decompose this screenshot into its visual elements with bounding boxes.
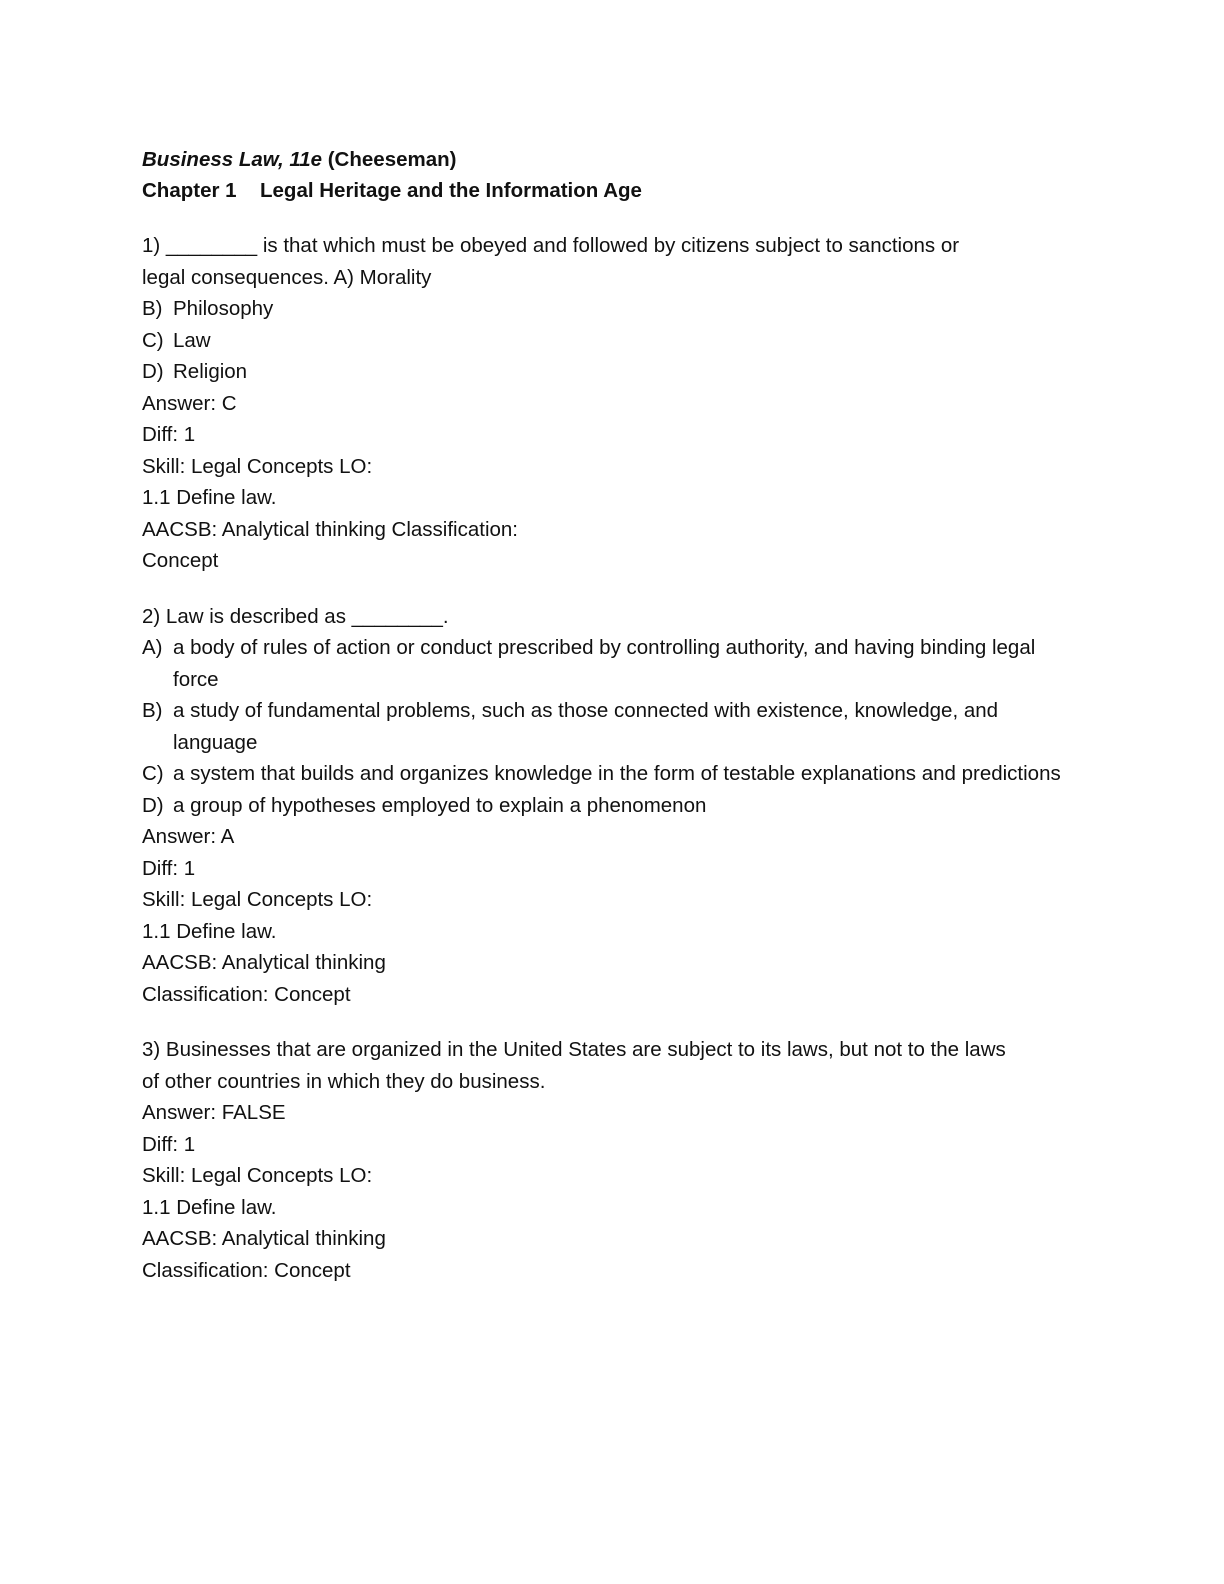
book-author: (Cheeseman) [327,148,457,171]
chapter-number: Chapter 1 [142,179,237,202]
question-3 [142,1034,1082,1286]
option-c [142,758,1082,790]
classification: Classification: Concept [142,1258,351,1282]
option-b [142,695,1082,758]
question-stem-continued: of other countries in which they do business. [142,1069,546,1093]
option-text: Law [173,328,211,352]
answer: Answer: FALSE [142,1101,286,1124]
option-letter: A) [142,636,163,659]
skill: Skill: Legal Concepts LO: [142,1164,373,1187]
learning-objective: 1.1 Define law. [142,919,277,943]
skill: Skill: Legal Concepts LO: [142,454,373,478]
option-letter: D) [142,360,164,383]
question-stem: 2) Law is described as ________. [142,604,449,628]
document-page [142,144,1082,1286]
chapter-heading [142,175,1082,206]
difficulty: Diff: 1 [142,856,196,880]
learning-objective: 1.1 Define law. [142,1195,277,1219]
option-text: Religion [173,360,248,383]
learning-objective: 1.1 Define law. [142,486,277,509]
option-letter: D) [142,793,164,817]
option-text: a system that builds and organizes knowledge in the form of testable explanations and predictions [173,762,1061,785]
answer: Answer: A [142,825,235,848]
classification: Concept [142,549,219,572]
book-title: Business Law, 11e [142,148,323,171]
option-a [142,632,1082,695]
chapter-title: Legal Heritage and the Information Age [260,179,642,202]
option-text: a study of fundamental problems, such as those connected with existence, knowledge, and language [173,699,999,754]
option-text: Philosophy [173,297,274,320]
question-1 [142,230,1082,577]
option-d [142,356,1082,388]
question-2 [142,601,1082,1011]
option-d [142,790,1082,822]
aacsb: AACSB: Analytical thinking [142,1227,386,1250]
aacsb: AACSB: Analytical thinking Classification: [142,517,519,541]
option-text: a group of hypotheses employed to explain a phenomenon [173,793,707,817]
skill: Skill: Legal Concepts LO: [142,888,373,911]
option-letter: C) [142,762,164,785]
question-stem: 1) ________ is that which must be obeyed and followed by citizens subject to sanctions or [142,234,960,257]
option-letter: C) [142,328,164,352]
question-stem-continued: legal consequences. A) Morality [142,265,432,289]
option-c [142,325,1082,357]
question-stem: 3) Businesses that are organized in the United States are subject to its laws, but not to the laws [142,1038,1006,1061]
option-b [142,293,1082,325]
answer: Answer: C [142,391,237,415]
classification: Classification: Concept [142,982,351,1006]
difficulty: Diff: 1 [142,423,196,446]
option-text: a body of rules of action or conduct prescribed by controlling authority, and having binding legal force [173,636,1036,691]
option-letter: B) [142,297,163,320]
book-title-line [142,144,1082,175]
difficulty: Diff: 1 [142,1132,196,1156]
aacsb: AACSB: Analytical thinking [142,951,386,974]
option-letter: B) [142,699,163,722]
